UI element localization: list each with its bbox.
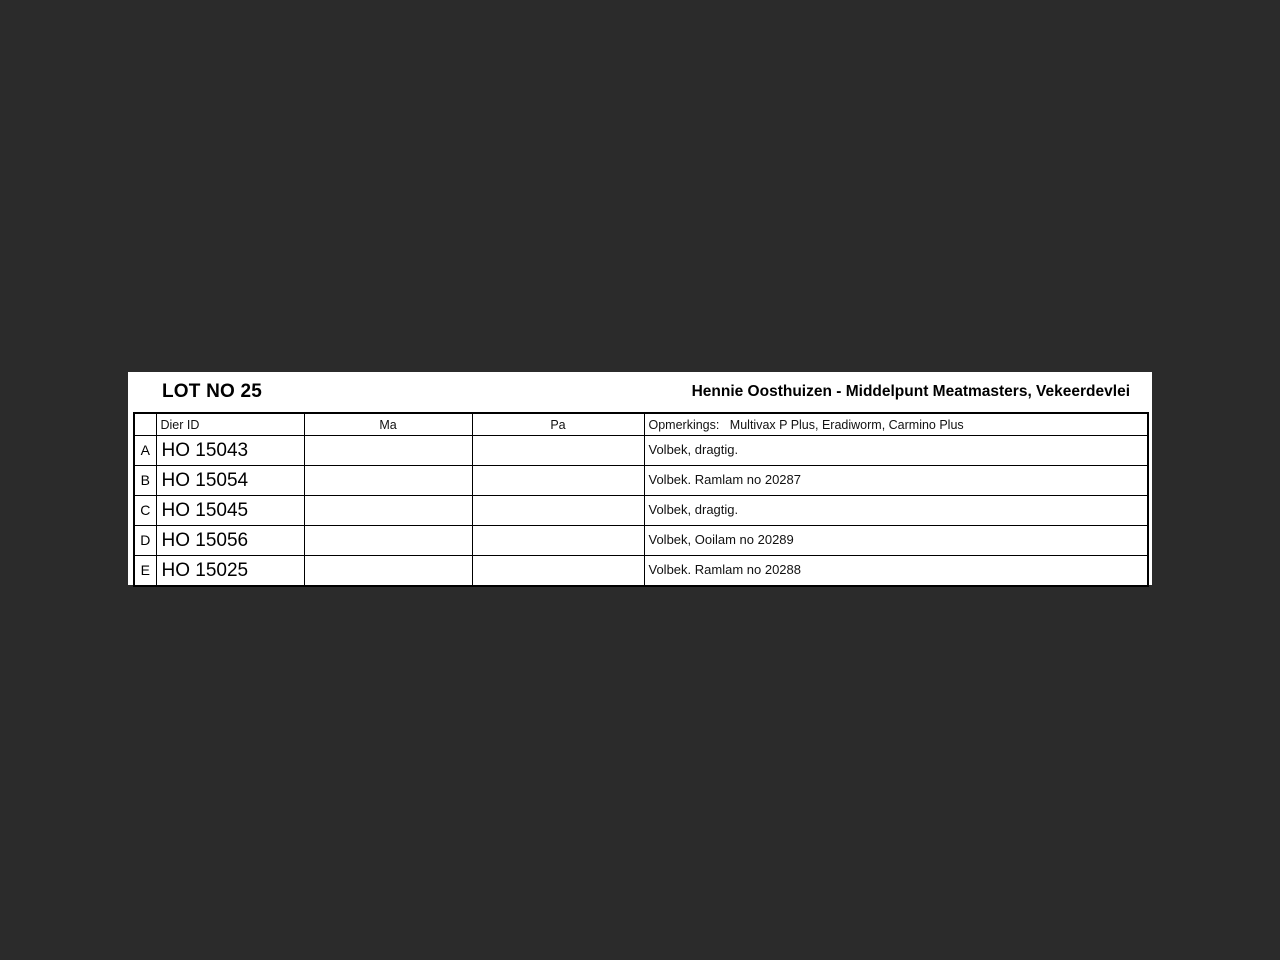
row-note: Volbek. Ramlam no 20288 [644,556,1148,587]
row-letter: D [134,526,156,556]
table-row [134,526,1148,556]
row-pa [472,496,644,526]
row-letter: E [134,556,156,587]
row-ma [304,526,472,556]
row-ma [304,466,472,496]
lot-animals-table [133,412,1149,587]
table-row [134,496,1148,526]
opmerkings-label: Opmerkings: [648,417,727,432]
column-header-opmerkings [644,413,1148,436]
row-letter: B [134,466,156,496]
table-row [134,466,1148,496]
breeder-name-title: Hennie Oosthuizen - Middelpunt Meatmasters, Vekeerdevlei [691,383,1130,400]
row-note: Volbek, dragtig. [644,496,1148,526]
row-pa [472,556,644,587]
row-pa [472,466,644,496]
row-dier-id: HO 15054 [156,466,304,496]
row-pa [472,436,644,466]
table-row [134,436,1148,466]
row-dier-id: HO 15025 [156,556,304,587]
row-ma [304,556,472,587]
row-dier-id: HO 15056 [156,526,304,556]
table-header-row [134,413,1148,436]
row-letter: C [134,496,156,526]
lot-number-title: LOT NO 25 [162,381,262,402]
row-letter: A [134,436,156,466]
row-note: Volbek, Ooilam no 20289 [644,526,1148,556]
row-dier-id: HO 15043 [156,436,304,466]
lot-document-card [128,372,1152,585]
opmerkings-value: Multivax P Plus, Eradiworm, Carmino Plus [729,417,964,432]
document-header [128,372,1152,412]
table-row [134,556,1148,587]
row-ma [304,436,472,466]
row-pa [472,526,644,556]
column-header-pa: Pa [472,413,644,436]
column-header-letter [134,413,156,436]
row-note: Volbek, dragtig. [644,436,1148,466]
column-header-dier-id: Dier ID [156,413,304,436]
row-dier-id: HO 15045 [156,496,304,526]
column-header-ma: Ma [304,413,472,436]
row-ma [304,496,472,526]
row-note: Volbek. Ramlam no 20287 [644,466,1148,496]
